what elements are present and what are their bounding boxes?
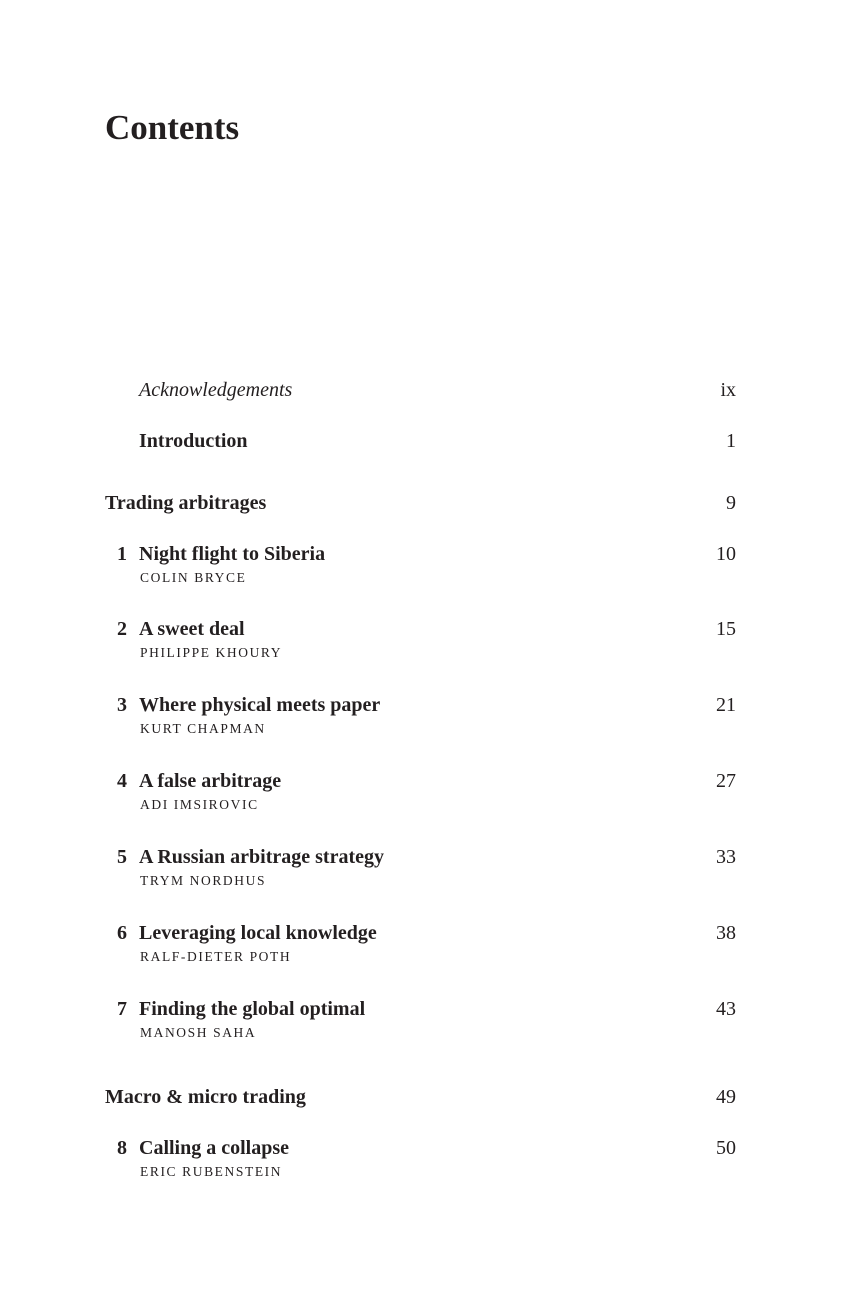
chapter-title: Finding the global optimal [139, 998, 366, 1020]
toc-entry-acknowledgements[interactable] [0, 377, 860, 403]
entry-page-number: 27 [716, 770, 736, 792]
part-title: Macro & micro trading [105, 1086, 306, 1108]
chapter-author: MANOSH SAHA [140, 1025, 257, 1040]
chapter-author: PHILIPPE KHOURY [140, 645, 283, 660]
entry-page-number: 10 [716, 543, 736, 565]
toc-chapter-entry[interactable] [0, 692, 860, 736]
chapter-title: Where physical meets paper [139, 694, 381, 716]
chapter-number: 4 [117, 770, 127, 792]
chapter-author: RALF-DIETER POTH [140, 949, 292, 964]
chapter-number: 2 [117, 618, 127, 640]
chapter-author: KURT CHAPMAN [140, 721, 266, 736]
chapter-title: A Russian arbitrage strategy [139, 846, 384, 868]
toc-chapter-entry[interactable] [0, 541, 860, 585]
chapter-author: ADI IMSIROVIC [140, 797, 259, 812]
entry-page-number: 15 [716, 618, 736, 640]
toc-part-heading[interactable] [0, 490, 860, 516]
entry-page-number: ix [720, 379, 736, 401]
entry-page-number: 38 [716, 922, 736, 944]
chapter-number: 6 [117, 922, 127, 944]
entry-page-number: 1 [726, 430, 736, 452]
chapter-title: Night flight to Siberia [139, 543, 326, 565]
toc-chapter-entry[interactable] [0, 768, 860, 812]
toc-chapter-entry[interactable] [0, 1135, 860, 1179]
entry-page-number: 9 [726, 492, 736, 514]
chapter-title: Calling a collapse [139, 1137, 290, 1159]
chapter-author: TRYM NORDHUS [140, 873, 267, 888]
chapter-number: 5 [117, 846, 127, 868]
page-title: Contents [105, 108, 240, 147]
toc-entry-introduction[interactable] [0, 428, 860, 454]
chapter-number: 3 [117, 694, 127, 716]
chapter-title: Leveraging local knowledge [139, 922, 377, 944]
toc-chapter-entry[interactable] [0, 920, 860, 964]
entry-title: Acknowledgements [139, 379, 293, 401]
entry-page-number: 49 [716, 1086, 736, 1108]
toc-chapter-entry[interactable] [0, 844, 860, 888]
entry-page-number: 43 [716, 998, 736, 1020]
toc-part-heading[interactable] [0, 1084, 860, 1110]
chapter-title: A sweet deal [139, 618, 245, 640]
chapter-number: 8 [117, 1137, 127, 1159]
chapter-author: ERIC RUBENSTEIN [140, 1164, 283, 1179]
toc-chapter-entry[interactable] [0, 616, 860, 660]
entry-title: Introduction [139, 430, 248, 452]
entry-page-number: 21 [716, 694, 736, 716]
toc-chapter-entry[interactable] [0, 996, 860, 1040]
entry-page-number: 50 [716, 1137, 736, 1159]
part-title: Trading arbitrages [105, 492, 267, 514]
chapter-title: A false arbitrage [139, 770, 282, 792]
chapter-number: 1 [117, 543, 127, 565]
chapter-author: COLIN BRYCE [140, 570, 247, 585]
entry-page-number: 33 [716, 846, 736, 868]
chapter-number: 7 [117, 998, 127, 1020]
